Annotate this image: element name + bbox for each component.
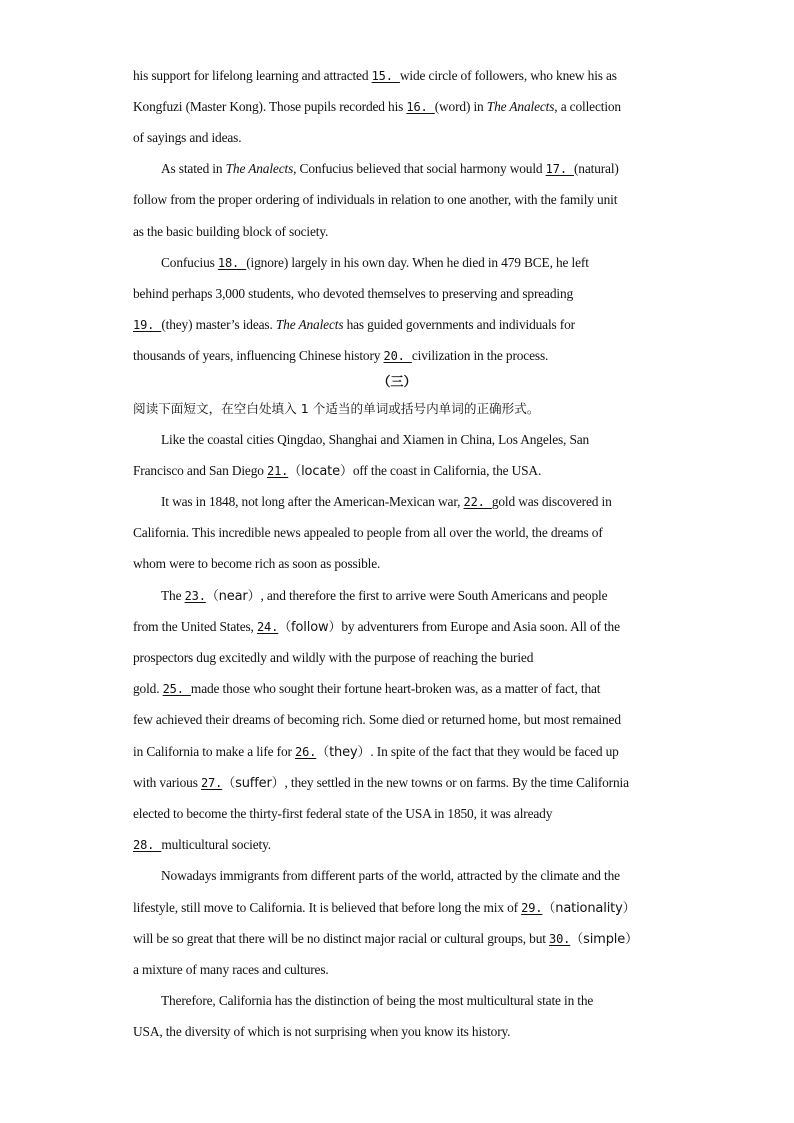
blank-number: 20. [383,349,412,363]
text-segment: (they) master’s ideas. [161,317,276,332]
blank-number: 16. [406,100,435,114]
word-hint: （locate） [288,464,353,479]
text-segment: with various [133,775,201,790]
text-segment: (natural) [573,161,619,176]
text-segment: few achieved their dreams of becoming rich. Some died or returned home, but most remained [133,712,621,727]
text-segment: Francisco and San Diego [133,463,267,478]
text-segment: As stated in [161,161,226,176]
text-line [133,679,678,699]
book-title: The Analects [486,99,555,114]
section-title: （三） [377,375,417,390]
word-hint: （suffer） [222,776,285,791]
text-line [161,492,678,512]
text-segment: elected to become the thirty-first federal state of the USA in 1850, it was already [133,806,553,821]
text-segment: civilization in the process. [411,348,549,363]
text-segment: follow from the proper ordering of individuals in relation to one another, with the family unit [133,192,618,207]
text-line [133,128,678,148]
text-line [133,648,678,668]
blank-number: 15. [371,69,400,83]
text-segment: Nowadays immigrants from different parts of the world, attracted by the climate and the [161,868,620,883]
text-segment: has guided governments and individuals for [343,317,575,332]
text-line [133,284,678,304]
blank-number: 27. [200,776,223,790]
blank-number: 30. [549,932,571,946]
text-segment: made those who sought their fortune heart-broken was, as a matter of fact, that [190,681,601,696]
text-segment: of sayings and ideas. [133,130,242,145]
text-segment: (ignore) largely in his own day. When he died in 479 BCE, he left [246,255,589,270]
blank-number: 18. [217,256,247,270]
blank-number: 22. [463,495,492,509]
text-line [133,1022,678,1042]
word-hint: （simple） [570,932,638,947]
text-segment: California. This incredible news appealed to people from all over the world, the dreams of [133,525,603,540]
text-line [161,430,678,450]
text-line [133,773,678,794]
text-segment: , and therefore the first to arrive were South Americans and people [260,588,608,603]
text-segment: from the United States, [133,619,257,634]
text-segment: USA, the diversity of which is not surprising when you know its history. [133,1024,511,1039]
blank-number: 19. [133,318,162,332]
text-line [161,159,678,179]
text-segment: Kongfuzi (Master Kong). Those pupils recorded his [133,99,407,114]
blank-number: 25. [162,682,191,696]
text-line [133,97,678,117]
text-line [133,804,678,824]
text-line [133,66,678,86]
text-line [133,346,678,366]
text-line [133,554,678,574]
book-title: The Analects [275,317,344,332]
text-segment: , a collection [554,99,621,114]
text-segment: . In spite of the fact that they would be faced up [370,744,619,759]
text-segment: Like the coastal cities Qingdao, Shanghai and Xiamen in China, Los Angeles, San [161,432,590,447]
text-line [161,586,678,607]
text-line [161,866,678,886]
text-segment: (word) in [434,99,487,114]
text-line [133,960,678,980]
text-segment: , Confucius believed that social harmony would [293,161,546,176]
text-line [133,835,678,855]
word-hint: （nationality） [542,901,636,916]
word-hint: （they） [316,745,371,760]
text-segment: a mixture of many races and cultures. [133,962,329,977]
text-line [133,898,678,919]
blank-number: 17. [545,162,574,176]
text-line [133,315,678,335]
text-segment: lifestyle, still move to California. It is believed that before long the mix of [133,900,522,915]
text-segment: Confucius [161,255,218,270]
text-line [133,523,678,543]
text-line [133,710,678,730]
text-segment: gold was discovered in [491,494,612,509]
text-segment: as the basic building block of society. [133,224,329,239]
text-segment: whom were to become rich as soon as possible. [133,556,381,571]
blank-number: 28. [133,838,162,852]
text-line [133,929,678,950]
blank-number: 24. [256,620,279,634]
text-segment: multicultural society. [161,837,271,852]
section-instruction: 阅读下面短文，在空白处填入 1 个适当的单词或括号内单词的正确形式。 [133,401,540,416]
text-segment: The [161,588,185,603]
text-segment: his support for lifelong learning and attracted [133,68,372,83]
text-segment: , they settled in the new towns or on farms. By the time California [284,775,629,790]
text-segment: Therefore, California has the distinction of being the most multicultural state in the [161,993,594,1008]
text-segment: wide circle of followers, who knew his as [399,68,617,83]
text-line [161,253,678,273]
text-line [133,742,678,763]
blank-number: 21. [267,464,289,478]
blank-number: 23. [184,589,206,603]
text-line [133,222,678,242]
blank-number: 26. [295,745,317,759]
text-segment: in California to make a life for [133,744,296,759]
word-hint: （follow） [278,620,342,635]
text-segment: thousands of years, influencing Chinese history [133,348,384,363]
word-hint: （near） [205,589,261,604]
text-line [133,617,678,638]
text-segment: will be so great that there will be no distinct major racial or cultural groups, but [133,931,550,946]
text-segment: by adventurers from Europe and Asia soon. All of the [341,619,620,634]
text-segment: prospectors dug excitedly and wildly with the purpose of reaching the buried [133,650,534,665]
text-segment: It was in 1848, not long after the American-Mexican war, [161,494,464,509]
text-segment: gold. [133,681,163,696]
blank-number: 29. [521,901,543,915]
text-segment: off the coast in California, the USA. [352,463,542,478]
text-line [161,991,678,1011]
text-line [133,190,678,210]
text-line [133,461,678,482]
text-segment: behind perhaps 3,000 students, who devoted themselves to preserving and spreading [133,286,574,301]
book-title: The Analects [225,161,294,176]
